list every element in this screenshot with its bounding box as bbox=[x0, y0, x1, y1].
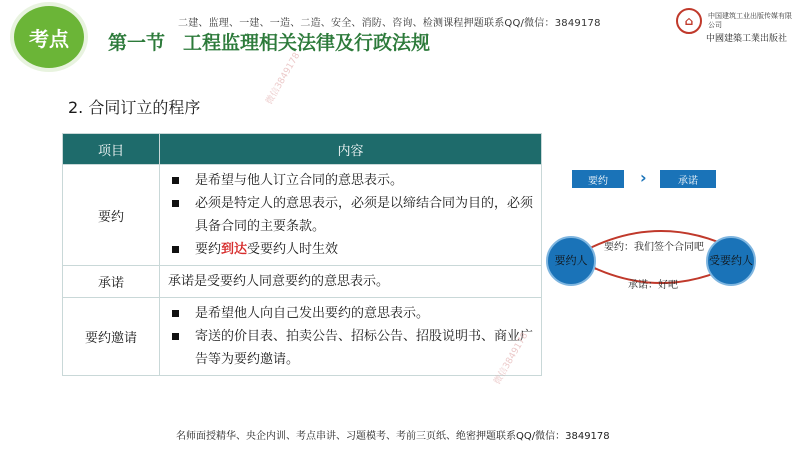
section-number: 第一节 bbox=[108, 32, 166, 54]
bullet-text: 必须是特定人的意思表示，必须是以缔结合同为目的，必须具备合同的主要条款。 bbox=[195, 196, 534, 234]
row-content-acceptance: 承诺是受要约人同意要约的意思表示。 bbox=[160, 266, 542, 298]
publisher-name: 中国建筑工业出版传媒有限公司 bbox=[708, 12, 792, 29]
section-name: 工程监理相关法律及行政法规 bbox=[183, 32, 431, 54]
bullet-text-post: 受要约人时生效 bbox=[247, 242, 339, 257]
chevron-right-icon: › bbox=[640, 168, 647, 187]
bullet-square-icon bbox=[172, 246, 179, 253]
top-contact-note: 二建、监理、一建、一造、二造、安全、消防、咨询、检测课程押题联系QQ/微信：3849178 bbox=[178, 18, 601, 29]
table-header-row bbox=[63, 134, 542, 165]
bullet-square-icon bbox=[172, 333, 179, 340]
row-item-acceptance: 承诺 bbox=[63, 266, 160, 298]
watermark: 微信3849178 bbox=[264, 51, 303, 107]
contract-table bbox=[62, 133, 542, 376]
bullet-square-icon bbox=[172, 310, 179, 317]
row-item-invitation: 要约邀请 bbox=[63, 298, 160, 376]
header-item: 项目 bbox=[63, 134, 160, 165]
bullet-text: 是希望与他人订立合同的意思表示。 bbox=[195, 173, 404, 188]
offer-label: 要约：我们签个合同吧 bbox=[604, 242, 704, 253]
publisher-emblem-icon: ⌂ bbox=[676, 8, 702, 34]
bullet-square-icon bbox=[172, 177, 179, 184]
bullet-text bbox=[195, 238, 338, 261]
highlight-text: 到达 bbox=[221, 242, 248, 257]
footer-contact-note: 名师面授精华、央企内训、考点串讲、习题模考、考前三页纸、绝密押题联系QQ/微信：3849178 bbox=[176, 431, 610, 442]
table-row bbox=[63, 165, 542, 266]
bullet-square-icon bbox=[172, 200, 179, 207]
table-row bbox=[63, 266, 542, 298]
watermark: 微信3849178 bbox=[492, 331, 531, 387]
publisher-calligraphy: 中國建築工業出版社 bbox=[706, 34, 788, 44]
row-content-offer bbox=[160, 165, 542, 266]
section-title bbox=[108, 28, 430, 55]
bullet-text: 是希望他人向自己发出要约的意思表示。 bbox=[195, 306, 430, 321]
table-row bbox=[63, 298, 542, 376]
bullet-text-pre: 要约 bbox=[195, 242, 222, 257]
header-content: 内容 bbox=[160, 134, 542, 165]
row-item-offer: 要约 bbox=[63, 165, 160, 266]
topic-badge bbox=[14, 6, 84, 68]
offeror-circle: 要约人 bbox=[546, 236, 596, 286]
slide-heading: 2. 合同订立的程序 bbox=[68, 98, 201, 117]
badge-label: 考点 bbox=[29, 26, 69, 51]
row-content-invitation bbox=[160, 298, 542, 376]
offeree-circle: 受要约人 bbox=[706, 236, 756, 286]
acceptance-label: 承诺：好吧 bbox=[628, 280, 678, 291]
bullet-text: 寄送的价目表、拍卖公告、招标公告、招股说明书、商业广告等为要约邀请。 bbox=[195, 329, 534, 367]
flow-box-acceptance: 承诺 bbox=[660, 170, 716, 188]
flow-box-offer: 要约 bbox=[572, 170, 624, 188]
